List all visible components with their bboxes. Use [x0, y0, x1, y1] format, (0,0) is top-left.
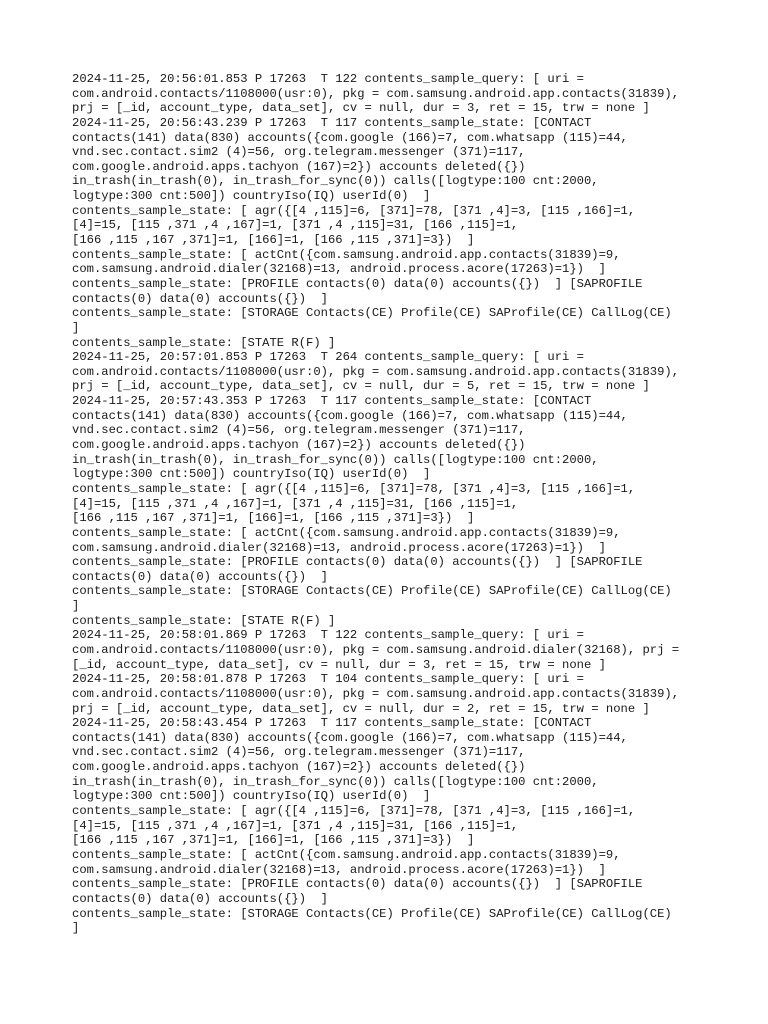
log-line: 2024-11-25, 20:57:01.853 P 17263 T 264 contents_sample_query: [ uri = [72, 350, 584, 365]
log-line: com.android.contacts/1108000(usr:0), pkg = com.samsung.android.dialer(32168), prj = [72, 642, 680, 657]
log-line: in_trash(in_trash(0), in_trash_for_sync(0)) calls([logtype:100 cnt:2000, [72, 174, 599, 189]
log-line: 2024-11-25, 20:58:01.869 P 17263 T 122 contents_sample_query: [ uri = [72, 628, 584, 643]
log-line: logtype:300 cnt:500]) countryIso(IQ) userId(0) ] [72, 189, 431, 204]
log-line: vnd.sec.contact.sim2 (4)=56, org.telegram.messenger (371)=117, [72, 423, 526, 438]
log-line: [166 ,115 ,167 ,371]=1, [166]=1, [166 ,115 ,371]=3}) ] [72, 833, 475, 848]
log-line: contents_sample_state: [ actCnt({com.samsung.android.app.contacts(31839)=9, [72, 525, 621, 540]
log-line: ] [72, 320, 80, 335]
log-line: com.google.android.apps.tachyon (167)=2}) accounts deleted({}) [72, 438, 526, 453]
log-line: contents_sample_state: [PROFILE contacts(0) data(0) accounts({}) ] [SAPROFILE [72, 877, 643, 892]
log-line: 2024-11-25, 20:58:01.878 P 17263 T 104 contents_sample_query: [ uri = [72, 672, 584, 687]
log-line: contacts(141) data(830) accounts({com.google (166)=7, com.whatsapp (115)=44, [72, 130, 628, 145]
log-line: contacts(141) data(830) accounts({com.google (166)=7, com.whatsapp (115)=44, [72, 730, 628, 745]
log-line: [4]=15, [115 ,371 ,4 ,167]=1, [371 ,4 ,115]=31, [166 ,115]=1, [72, 218, 519, 233]
log-line: prj = [_id, account_type, data_set], cv = null, dur = 2, ret = 15, trw = none ] [72, 701, 650, 716]
log-line: contents_sample_state: [ agr({[4 ,115]=6, [371]=78, [371 ,4]=3, [115 ,166]=1, [72, 203, 636, 218]
log-line: 2024-11-25, 20:56:01.853 P 17263 T 122 contents_sample_query: [ uri = [72, 72, 584, 86]
log-line: vnd.sec.contact.sim2 (4)=56, org.telegram.messenger (371)=117, [72, 745, 526, 760]
log-line: logtype:300 cnt:500]) countryIso(IQ) userId(0) ] [72, 467, 431, 482]
log-line: [4]=15, [115 ,371 ,4 ,167]=1, [371 ,4 ,115]=31, [166 ,115]=1, [72, 496, 519, 511]
log-line: contacts(0) data(0) accounts({}) ] [72, 569, 328, 584]
log-line: contents_sample_state: [ agr({[4 ,115]=6, [371]=78, [371 ,4]=3, [115 ,166]=1, [72, 804, 636, 819]
log-line: [166 ,115 ,167 ,371]=1, [166]=1, [166 ,115 ,371]=3}) ] [72, 511, 475, 526]
log-line: prj = [_id, account_type, data_set], cv = null, dur = 3, ret = 15, trw = none ] [72, 101, 650, 116]
log-line: com.samsung.android.dialer(32168)=13, android.process.acore(17263)=1}) ] [72, 540, 606, 555]
log-line: contacts(0) data(0) accounts({}) ] [72, 291, 328, 306]
log-line: com.samsung.android.dialer(32168)=13, android.process.acore(17263)=1}) ] [72, 862, 606, 877]
log-line: com.google.android.apps.tachyon (167)=2}) accounts deleted({}) [72, 159, 526, 174]
log-line: contents_sample_state: [ actCnt({com.samsung.android.app.contacts(31839)=9, [72, 247, 621, 262]
log-line: contents_sample_state: [STATE R(F) ] [72, 613, 336, 628]
log-line: 2024-11-25, 20:57:43.353 P 17263 T 117 contents_sample_state: [CONTACT [72, 394, 592, 409]
log-line: contents_sample_state: [STATE R(F) ] [72, 335, 336, 350]
log-line: contents_sample_state: [ actCnt({com.samsung.android.app.contacts(31839)=9, [72, 847, 621, 862]
log-text-block [72, 72, 712, 936]
log-line: com.android.contacts/1108000(usr:0), pkg = com.samsung.android.app.contacts(31839), [72, 86, 680, 101]
log-line: [4]=15, [115 ,371 ,4 ,167]=1, [371 ,4 ,115]=31, [166 ,115]=1, [72, 818, 519, 833]
log-line: prj = [_id, account_type, data_set], cv = null, dur = 5, ret = 15, trw = none ] [72, 379, 650, 394]
log-line: contacts(0) data(0) accounts({}) ] [72, 891, 328, 906]
log-line: contents_sample_state: [PROFILE contacts(0) data(0) accounts({}) ] [SAPROFILE [72, 276, 643, 291]
log-line: vnd.sec.contact.sim2 (4)=56, org.telegram.messenger (371)=117, [72, 145, 526, 160]
log-line: ] [72, 921, 80, 936]
log-line: contents_sample_state: [STORAGE Contacts(CE) Profile(CE) SAProfile(CE) CallLog(CE) [72, 584, 672, 599]
log-line: com.google.android.apps.tachyon (167)=2}) accounts deleted({}) [72, 760, 526, 775]
log-line: com.samsung.android.dialer(32168)=13, android.process.acore(17263)=1}) ] [72, 262, 606, 277]
log-line: contents_sample_state: [STORAGE Contacts(CE) Profile(CE) SAProfile(CE) CallLog(CE) [72, 306, 672, 321]
log-line: 2024-11-25, 20:58:43.454 P 17263 T 117 contents_sample_state: [CONTACT [72, 716, 592, 731]
log-line: in_trash(in_trash(0), in_trash_for_sync(0)) calls([logtype:100 cnt:2000, [72, 774, 599, 789]
log-line: [166 ,115 ,167 ,371]=1, [166]=1, [166 ,115 ,371]=3}) ] [72, 233, 475, 248]
log-line: com.android.contacts/1108000(usr:0), pkg = com.samsung.android.app.contacts(31839), [72, 364, 680, 379]
log-line: contacts(141) data(830) accounts({com.google (166)=7, com.whatsapp (115)=44, [72, 408, 628, 423]
log-line: 2024-11-25, 20:56:43.239 P 17263 T 117 contents_sample_state: [CONTACT [72, 115, 592, 130]
log-line: contents_sample_state: [STORAGE Contacts(CE) Profile(CE) SAProfile(CE) CallLog(CE) [72, 906, 672, 921]
log-line: [_id, account_type, data_set], cv = null, dur = 3, ret = 15, trw = none ] [72, 657, 606, 672]
log-line: in_trash(in_trash(0), in_trash_for_sync(0)) calls([logtype:100 cnt:2000, [72, 452, 599, 467]
log-line: com.android.contacts/1108000(usr:0), pkg = com.samsung.android.app.contacts(31839), [72, 686, 680, 701]
log-line: ] [72, 599, 80, 614]
log-line: contents_sample_state: [PROFILE contacts(0) data(0) accounts({}) ] [SAPROFILE [72, 555, 643, 570]
log-line: logtype:300 cnt:500]) countryIso(IQ) userId(0) ] [72, 789, 431, 804]
log-line: contents_sample_state: [ agr({[4 ,115]=6, [371]=78, [371 ,4]=3, [115 ,166]=1, [72, 481, 636, 496]
